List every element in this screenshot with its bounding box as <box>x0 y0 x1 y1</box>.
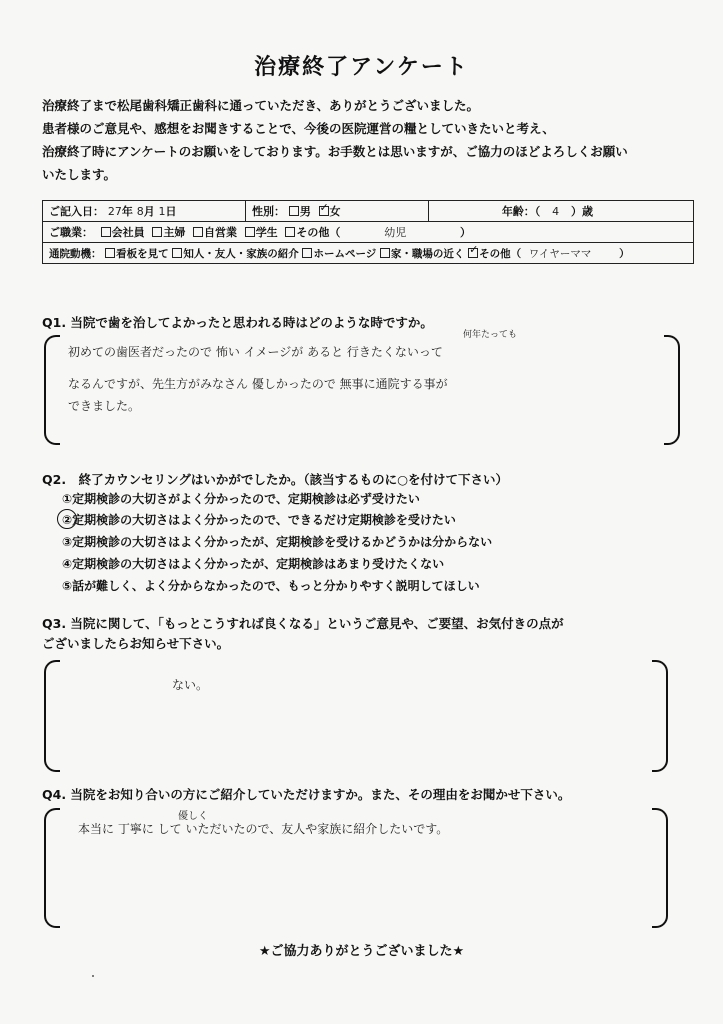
male-label: 男 <box>299 205 311 218</box>
q4-bracket-right <box>652 808 668 928</box>
motive-option: ホームページ <box>313 247 377 260</box>
day-unit: 日 <box>165 205 177 218</box>
q1-question: Q1. 当院で歯を治してよかったと思われる時はどのような時ですか。 <box>42 315 433 330</box>
q1-bracket-right <box>664 335 680 445</box>
q3-bracket-right <box>652 660 668 772</box>
motive-checkbox[interactable] <box>380 248 390 258</box>
q3-question-line-2: ございましたらお知らせ下さい。 <box>42 636 230 651</box>
occupation-checkbox[interactable] <box>101 227 111 237</box>
occupation-option: 学生 <box>255 226 278 239</box>
q2-option-5[interactable]: ⑤話が難しく、よく分からなかったので、もっと分かりやすく説明してほしい <box>62 579 480 593</box>
motive-label: 通院動機： <box>49 247 102 260</box>
q2-option-2[interactable]: ②定期検診の大切さはよく分かったので、できるだけ定期検診を受けたい <box>62 513 456 527</box>
q4-bracket-left <box>44 808 60 928</box>
q2-selected-circle <box>57 509 77 529</box>
occupation-checkbox[interactable] <box>285 227 295 237</box>
date-cell <box>43 201 246 222</box>
occupation-close: ） <box>460 226 472 239</box>
info-table <box>42 200 694 264</box>
age-label: 年齢：（ <box>501 205 541 218</box>
q3-question-line-1: Q3. 当院に関して、「もっとこうすれば良くなる」というご意見や、ご要望、お気付きの点が <box>42 616 564 631</box>
motive-checkbox[interactable] <box>302 248 312 258</box>
motive-cell <box>43 243 694 264</box>
q4-insert-note: 優しく <box>178 811 208 822</box>
occupation-cell <box>43 222 694 243</box>
occupation-option: その他（ <box>296 226 341 239</box>
q3-bracket-left <box>44 660 60 772</box>
age-value: 4 <box>552 205 560 218</box>
age-suffix: ）歳 <box>571 205 593 218</box>
motive-checkbox[interactable] <box>105 248 115 258</box>
age-cell <box>429 201 694 222</box>
q2-option-3[interactable]: ③定期検診の大切さはよく分かったが、定期検診を受けるかどうかは分からない <box>62 535 493 549</box>
q2-question: Q2. 終了カウンセリングはいかがでしたか。（該当するものに○を付けて下さい） <box>42 472 508 487</box>
male-checkbox[interactable] <box>289 206 299 216</box>
month-unit: 月 <box>143 205 155 218</box>
gender-cell <box>246 201 429 222</box>
motive-checkbox[interactable] <box>172 248 182 258</box>
intro-line-3: 治療終了時にアンケートのお願いをしております。お手数とは思いますが、ご協力のほどよろしくお願い <box>42 144 628 159</box>
occupation-option: 自営業 <box>204 226 238 239</box>
date-day: 1 <box>158 205 166 218</box>
q1-answer-line-3[interactable]: できました。 <box>68 399 141 413</box>
q1-answer-line-1[interactable]: 初めての歯医者だったので 怖い イメージが あると 行きたくないって <box>68 345 443 359</box>
q2-option-4[interactable]: ④定期検診の大切さはよく分かったが、定期検診はあまり受けたくない <box>62 557 445 571</box>
occupation-checkbox[interactable] <box>193 227 203 237</box>
occupation-checkbox[interactable] <box>245 227 255 237</box>
motive-other-value: ワイヤーママ <box>528 247 592 260</box>
date-year: 27 <box>107 205 122 218</box>
date-label: ご記入日： <box>49 205 104 218</box>
motive-checkbox[interactable] <box>468 248 478 258</box>
motive-close: ） <box>619 247 630 260</box>
motive-option: 知人・友人・家族の紹介 <box>183 247 299 260</box>
intro-line-1: 治療終了まで松尾歯科矯正歯科に通っていただき、ありがとうございました。 <box>42 98 480 113</box>
q1-bracket-left <box>44 335 60 445</box>
occupation-option: 主婦 <box>163 226 186 239</box>
occupation-other-value: 幼児 <box>384 226 407 239</box>
motive-option: 看板を見て <box>116 247 169 260</box>
occupation-label: ご職業： <box>49 226 93 239</box>
q4-answer[interactable]: 本当に 丁寧に して いただいたので、友人や家族に紹介したいです。 <box>78 822 449 836</box>
q4-question: Q4. 当院をお知り合いの方にご紹介していただけますか。また、その理由をお聞かせ下さい。 <box>42 787 571 802</box>
year-unit: 年 <box>121 205 133 218</box>
footer-thanks: ★ご協力ありがとうございました★ <box>258 944 465 959</box>
motive-option: 家・職場の近く <box>390 247 465 260</box>
q1-insert-note: 何年たっても <box>463 330 518 340</box>
female-label: 女 <box>329 205 341 218</box>
occupation-option: 会社員 <box>111 226 145 239</box>
intro-line-4: いたします。 <box>42 167 117 182</box>
female-checkbox[interactable] <box>319 206 329 216</box>
intro-line-2: 患者様のご意見や、感想をお聞きすることで、今後の医院運営の糧としていきたいと考え、 <box>42 121 555 136</box>
scan-speck <box>92 975 94 977</box>
occupation-checkbox[interactable] <box>152 227 162 237</box>
q3-answer[interactable]: ない。 <box>172 678 209 692</box>
q1-answer-line-2[interactable]: なるんですが、先生方がみなさん 優しかったので 無事に通院する事が <box>68 377 448 391</box>
motive-option: その他（ <box>479 247 522 260</box>
q2-option-1[interactable]: ①定期検診の大切さがよく分かったので、定期検診は必ず受けたい <box>62 492 420 506</box>
page-title: 治療終了アンケート <box>254 55 469 80</box>
gender-label: 性別： <box>252 205 285 218</box>
date-month: 8 <box>136 205 144 218</box>
